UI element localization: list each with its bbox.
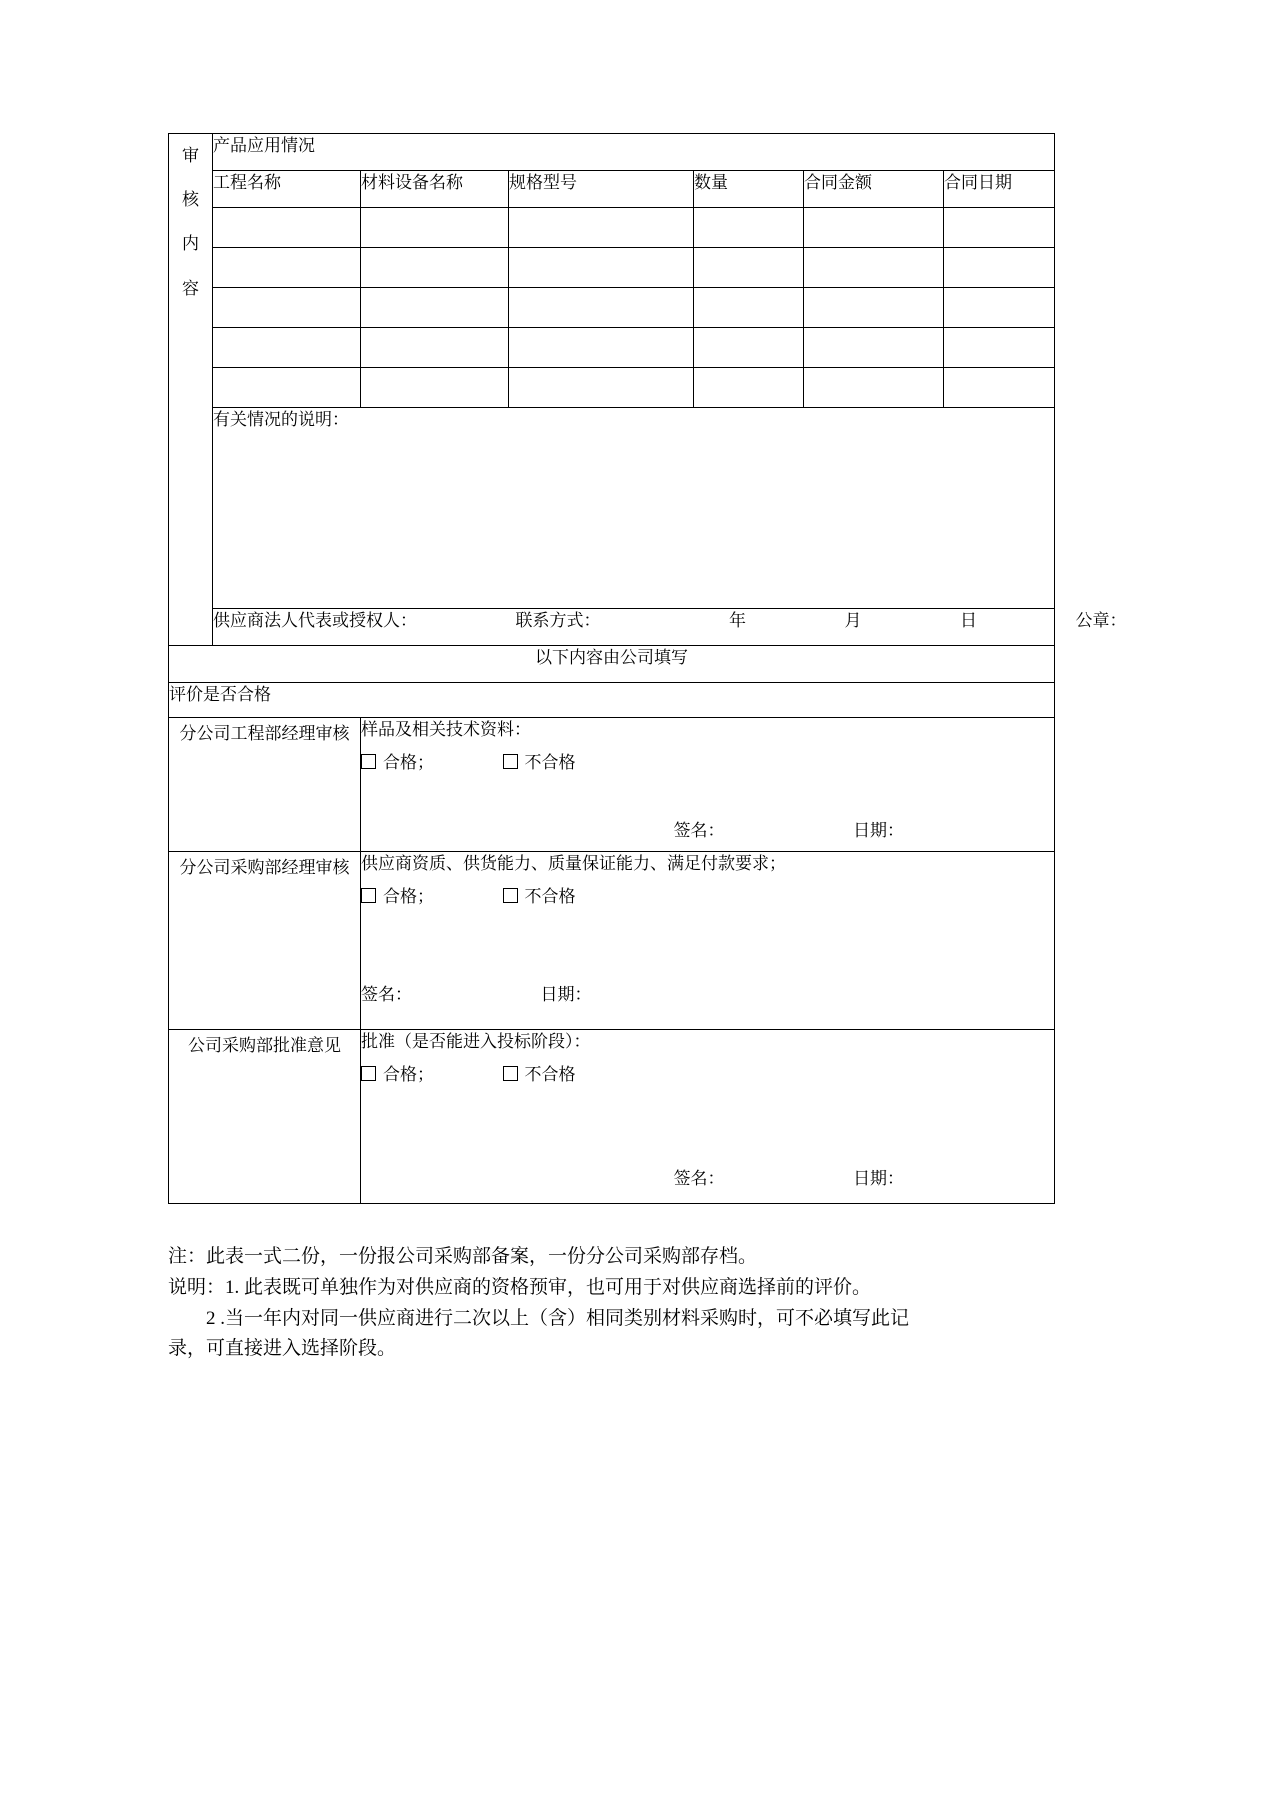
explanation-label: 有关情况的说明： <box>213 410 349 429</box>
footnote-explain-1: 说明：1. 此表既可单独作为对供应商的资格预审，也可用于对供应商选择前的评价。 <box>168 1276 872 1298</box>
cell-spec-model[interactable] <box>509 288 694 328</box>
review-body-engineering <box>361 718 1055 852</box>
checkbox-pass[interactable] <box>361 888 376 903</box>
pass-label: 合格； <box>383 886 434 906</box>
product-usage-title-row <box>169 134 1055 171</box>
explanation-cell[interactable] <box>213 408 1055 609</box>
cell-material-name[interactable] <box>361 248 509 288</box>
fail-label: 不合格 <box>524 886 576 906</box>
cell-quantity[interactable] <box>694 368 804 408</box>
cell-material-name[interactable] <box>361 368 509 408</box>
pass-label: 合格； <box>383 752 434 772</box>
vertical-section-label: 审 核 内 容 <box>169 134 213 646</box>
cell-spec-model[interactable] <box>509 368 694 408</box>
cell-contract-date[interactable] <box>944 248 1055 288</box>
review-block-engineering <box>169 718 1055 852</box>
checkbox-fail[interactable] <box>503 1066 518 1081</box>
cell-contract-date[interactable] <box>944 288 1055 328</box>
cell-material-name[interactable] <box>361 208 509 248</box>
checkbox-fail[interactable] <box>503 888 518 903</box>
review-options <box>361 885 1054 909</box>
checkbox-fail[interactable] <box>503 754 518 769</box>
footnote-explain-3: 录，可直接进入选择阶段。 <box>168 1338 397 1360</box>
fail-label: 不合格 <box>524 1064 576 1084</box>
explanation-row <box>169 408 1055 609</box>
col-header-project-name: 工程名称 <box>213 171 361 208</box>
company-fill-banner-row <box>169 646 1055 683</box>
supplier-review-form <box>168 133 1127 1204</box>
fail-label: 不合格 <box>524 752 576 772</box>
checkbox-pass[interactable] <box>361 1066 376 1081</box>
date-label: 日期： <box>540 984 592 1004</box>
cell-quantity[interactable] <box>694 248 804 288</box>
sign-label: 签名： <box>673 820 725 840</box>
cell-contract-date[interactable] <box>944 208 1055 248</box>
cell-contract-amount[interactable] <box>804 208 944 248</box>
cell-contract-amount[interactable] <box>804 288 944 328</box>
table-row <box>169 328 1055 368</box>
review-signature-line <box>361 819 1054 843</box>
footnotes <box>168 1242 1108 1365</box>
cell-spec-model[interactable] <box>509 248 694 288</box>
checkbox-pass[interactable] <box>361 754 376 769</box>
cell-spec-model[interactable] <box>509 328 694 368</box>
col-header-spec-model: 规格型号 <box>509 171 694 208</box>
cell-quantity[interactable] <box>694 288 804 328</box>
cell-contract-date[interactable] <box>944 328 1055 368</box>
cell-project-name[interactable] <box>213 368 361 408</box>
date-label: 日期： <box>853 1168 905 1188</box>
review-options <box>361 751 1054 775</box>
review-signature-line <box>361 983 1054 1007</box>
review-role-engineering: 分公司工程部经理审核 <box>169 718 361 852</box>
col-header-contract-date: 合同日期 <box>944 171 1055 208</box>
cell-contract-date[interactable] <box>944 368 1055 408</box>
review-role-purchasing: 分公司采购部经理审核 <box>169 852 361 1030</box>
table-row <box>169 288 1055 328</box>
cell-material-name[interactable] <box>361 328 509 368</box>
col-header-contract-amount: 合同金额 <box>804 171 944 208</box>
table-row <box>169 368 1055 408</box>
supplier-signature-cell <box>213 609 1127 646</box>
review-block-purchasing <box>169 852 1055 1030</box>
supplier-signature-row <box>169 609 1055 646</box>
table-row <box>169 208 1055 248</box>
cell-quantity[interactable] <box>694 208 804 248</box>
cell-contract-amount[interactable] <box>804 328 944 368</box>
year-label: 年 <box>729 611 746 630</box>
sign-label: 签名： <box>361 984 412 1004</box>
cell-contract-amount[interactable] <box>804 368 944 408</box>
review-signature-line <box>361 1167 1054 1191</box>
cell-quantity[interactable] <box>694 328 804 368</box>
month-label: 月 <box>844 611 862 630</box>
review-title: 样品及相关技术资料： <box>361 720 531 739</box>
cell-project-name[interactable] <box>213 208 361 248</box>
table-header-row <box>169 171 1055 208</box>
cell-project-name[interactable] <box>213 288 361 328</box>
contact-label: 联系方式： <box>515 611 601 630</box>
cell-material-name[interactable] <box>361 288 509 328</box>
footnote-note: 注：此表一式二份，一份报公司采购部备案，一份分公司采购部存档。 <box>168 1246 758 1267</box>
sign-label: 签名： <box>673 1168 725 1188</box>
cell-contract-amount[interactable] <box>804 248 944 288</box>
review-body-purchasing <box>361 852 1055 1030</box>
col-header-quantity: 数量 <box>694 171 804 208</box>
form-table <box>168 133 1127 1204</box>
product-usage-title: 产品应用情况 <box>213 134 1055 171</box>
evaluation-header-row <box>169 683 1055 718</box>
review-block-approval <box>169 1030 1055 1204</box>
footnote-explain-2: 2 .当一年内对同一供应商进行二次以上（含）相同类别材料采购时，可不必填写此记 <box>206 1307 910 1329</box>
review-options <box>361 1063 1054 1087</box>
date-label: 日期： <box>853 820 905 840</box>
seal-label: 公章： <box>1075 611 1127 630</box>
review-body-approval <box>361 1030 1055 1204</box>
cell-project-name[interactable] <box>213 328 361 368</box>
review-role-approval: 公司采购部批准意见 <box>169 1030 361 1204</box>
company-fill-banner: 以下内容由公司填写 <box>169 646 1055 683</box>
cell-spec-model[interactable] <box>509 208 694 248</box>
table-row <box>169 248 1055 288</box>
supplier-rep-label: 供应商法人代表或授权人： <box>213 611 417 630</box>
review-title: 批准（是否能进入投标阶段）： <box>361 1032 591 1051</box>
pass-label: 合格； <box>383 1064 434 1084</box>
day-label: 日 <box>960 611 977 630</box>
col-header-material-name: 材料设备名称 <box>361 171 509 208</box>
cell-project-name[interactable] <box>213 248 361 288</box>
evaluation-header: 评价是否合格 <box>169 683 1055 718</box>
review-title: 供应商资质、供货能力、质量保证能力、满足付款要求； <box>361 854 786 873</box>
